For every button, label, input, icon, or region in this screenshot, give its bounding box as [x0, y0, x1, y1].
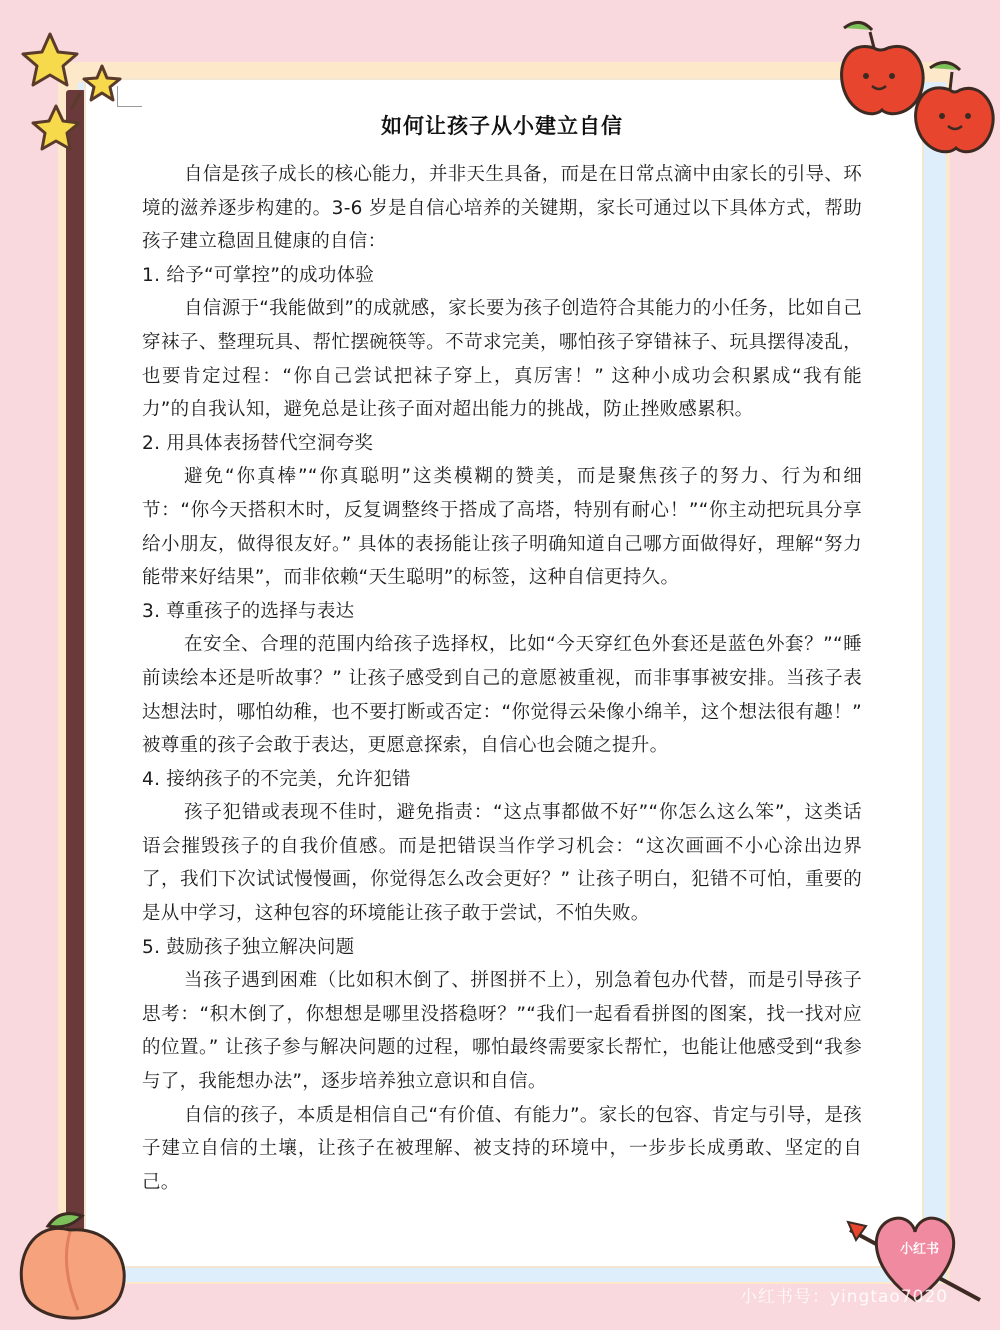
document-title: 如何让孩子从小建立自信	[381, 114, 623, 138]
section-body-5: 当孩子遇到困难（比如积木倒了、拼图拼不上），别急着包办代替，而是引导孩子思考：“积木倒了，你想想是哪里没搭稳呀？”“我们一起看看拼图的图案，找一找对应的位置。” 让孩子参与解决问题的过程，哪怕最终需要家长帮忙，也能让他感受到“我参与了，我能想办法”，逐步培养独立意识和自信。	[142, 970, 862, 1093]
section-body-2: 避免“你真棒”“你真聪明”这类模糊的赞美，而是聚焦孩子的努力、行为和细节：“你今天搭积木时，反复调整终于搭成了高塔，特别有耐心！”“你主动把玩具分享给小朋友，做得很友好。” 具体的表扬能让孩子明确知道自己哪方面做得好，理解“努力能带来好结果”，而非依赖“天生聪明”的标签，这种自信更持久。	[142, 466, 862, 589]
document-body	[142, 110, 862, 1199]
apple-icon	[916, 62, 994, 151]
section-body-4: 孩子犯错或表现不佳时，避免指责：“这点事都做不好”“你怎么这么笨”，这类话语会摧毁孩子的自我价值感。而是把错误当作学习机会：“这次画画不小心涂出边界了，我们下次试试慢慢画，你觉得怎么改会更好？” 让孩子明白，犯错不可怕，重要的是从中学习，这种包容的环境能让孩子敢于尝试，不怕失败。	[142, 802, 862, 925]
stars-decoration	[18, 28, 128, 158]
peach-icon	[21, 1214, 124, 1319]
star-icon	[23, 34, 77, 85]
star-icon	[84, 66, 120, 100]
section-heading-3: 3. 尊重孩子的选择与表达	[142, 600, 355, 622]
apples-decoration	[830, 10, 995, 160]
conclusion-paragraph: 自信的孩子，本质是相信自己“有价值、有能力”。家长的包容、肯定与引导，是孩子建立自信的土壤，让孩子在被理解、被支持的环境中，一步步长成勇敢、坚定的自己。	[142, 1104, 862, 1193]
section-heading-2: 2. 用具体表扬替代空洞夸奖	[142, 432, 374, 454]
peach-decoration	[8, 1200, 138, 1330]
apple-icon	[842, 22, 924, 113]
watermark-text: 小红书号：yingtao7020	[740, 1287, 949, 1307]
section-heading-5: 5. 鼓励孩子独立解决问题	[142, 936, 355, 958]
section-body-3: 在安全、合理的范围内给孩子选择权，比如“今天穿红色外套还是蓝色外套？”“睡前读绘本还是听故事？” 让孩子感受到自己的意愿被重视，而非事事被安排。当孩子表达想法时，哪怕幼稚，也不要打断或否定：“你觉得云朵像小绵羊，这个想法很有趣！” 被尊重的孩子会敢于表达，更愿意探索，自信心也会随之提升。	[142, 634, 862, 757]
star-icon	[33, 106, 79, 149]
xiaohongshu-badge: 小红书	[900, 1242, 940, 1257]
page-frame-shadow	[66, 90, 86, 1268]
intro-paragraph: 自信是孩子成长的核心能力，并非天生具备，而是在日常点滴中由家长的引导、环境的滋养逐步构建的。3-6 岁是自信心培养的关键期，家长可通过以下具体方式，帮助孩子建立稳固且健康的自信：	[142, 164, 862, 253]
section-heading-4: 4. 接纳孩子的不完美，允许犯错	[142, 768, 411, 790]
section-body-1: 自信源于“我能做到”的成就感，家长要为孩子创造符合其能力的小任务，比如自己穿袜子、整理玩具、帮忙摆碗筷等。不苛求完美，哪怕孩子穿错袜子、玩具摆得凌乱，也要肯定过程：“你自己尝试把袜子穿上，真厉害！” 这种小成功会积累成“我有能力”的自我认知，避免总是让孩子面对超出能力的挑战，防止挫败感累积。	[142, 298, 862, 421]
section-heading-1: 1. 给予“可掌控”的成功体验	[142, 264, 375, 286]
